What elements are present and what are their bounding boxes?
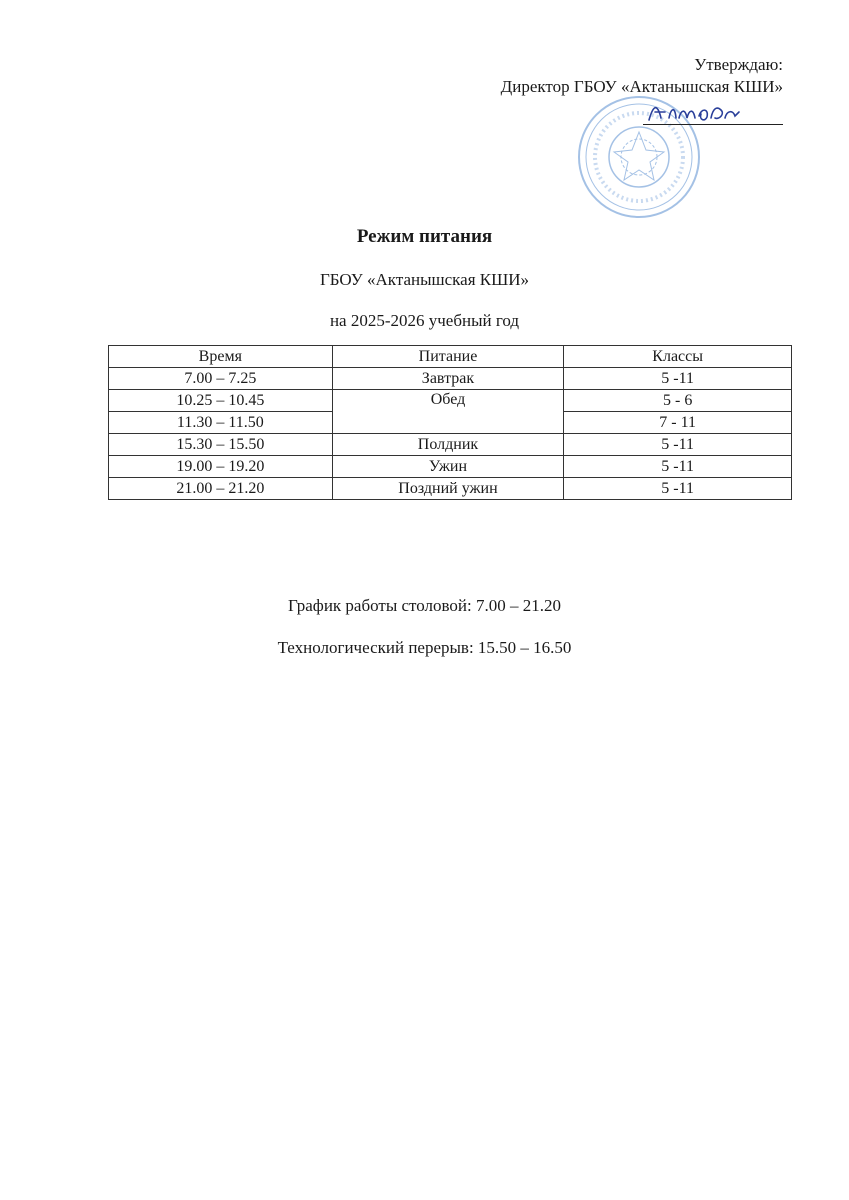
header-time: Время [109,346,333,368]
cell-grades: 5 -11 [564,434,792,456]
cell-grades: 7 - 11 [564,412,792,434]
cell-grades: 5 - 6 [564,390,792,412]
table-row [109,390,792,412]
cell-time: 10.25 – 10.45 [109,390,333,412]
cell-meal-text: Обед [430,391,466,408]
academic-year: на 2025-2026 учебный год [329,311,520,330]
cell-meal: Ужин [332,456,564,478]
signature-handwritten [643,98,783,124]
cell-time: 15.30 – 15.50 [109,434,333,456]
table-row [109,456,792,478]
cell-time: 21.00 – 21.20 [109,478,333,500]
table-header-row [109,346,792,368]
approval-position: Директор ГБОУ «Актанышская КШИ» [500,77,783,96]
canteen-hours: График работы столовой: 7.00 – 21.20 [288,596,561,615]
cell-time: 7.00 – 7.25 [109,368,333,390]
cell-grades: 5 -11 [564,478,792,500]
organization-name: ГБОУ «Актанышская КШИ» [319,270,530,289]
cell-meal [332,390,564,434]
table-row [109,478,792,500]
table-row [109,434,792,456]
approval-label: Утверждаю: [694,55,783,74]
cell-meal: Завтрак [332,368,564,390]
cell-grades: 5 -11 [564,456,792,478]
technological-break: Технологический перерыв: 15.50 – 16.50 [277,638,572,657]
table-row [109,368,792,390]
cell-time: 19.00 – 19.20 [109,456,333,478]
signature-line [643,98,783,125]
cell-meal: Полдник [332,434,564,456]
cell-time: 11.30 – 11.50 [109,412,333,434]
header-meal: Питание [332,346,564,368]
meal-schedule-table [108,345,792,500]
page-title: Режим питания [356,226,493,247]
cell-meal: Поздний ужин [332,478,564,500]
cell-grades: 5 -11 [564,368,792,390]
header-grades: Классы [564,346,792,368]
